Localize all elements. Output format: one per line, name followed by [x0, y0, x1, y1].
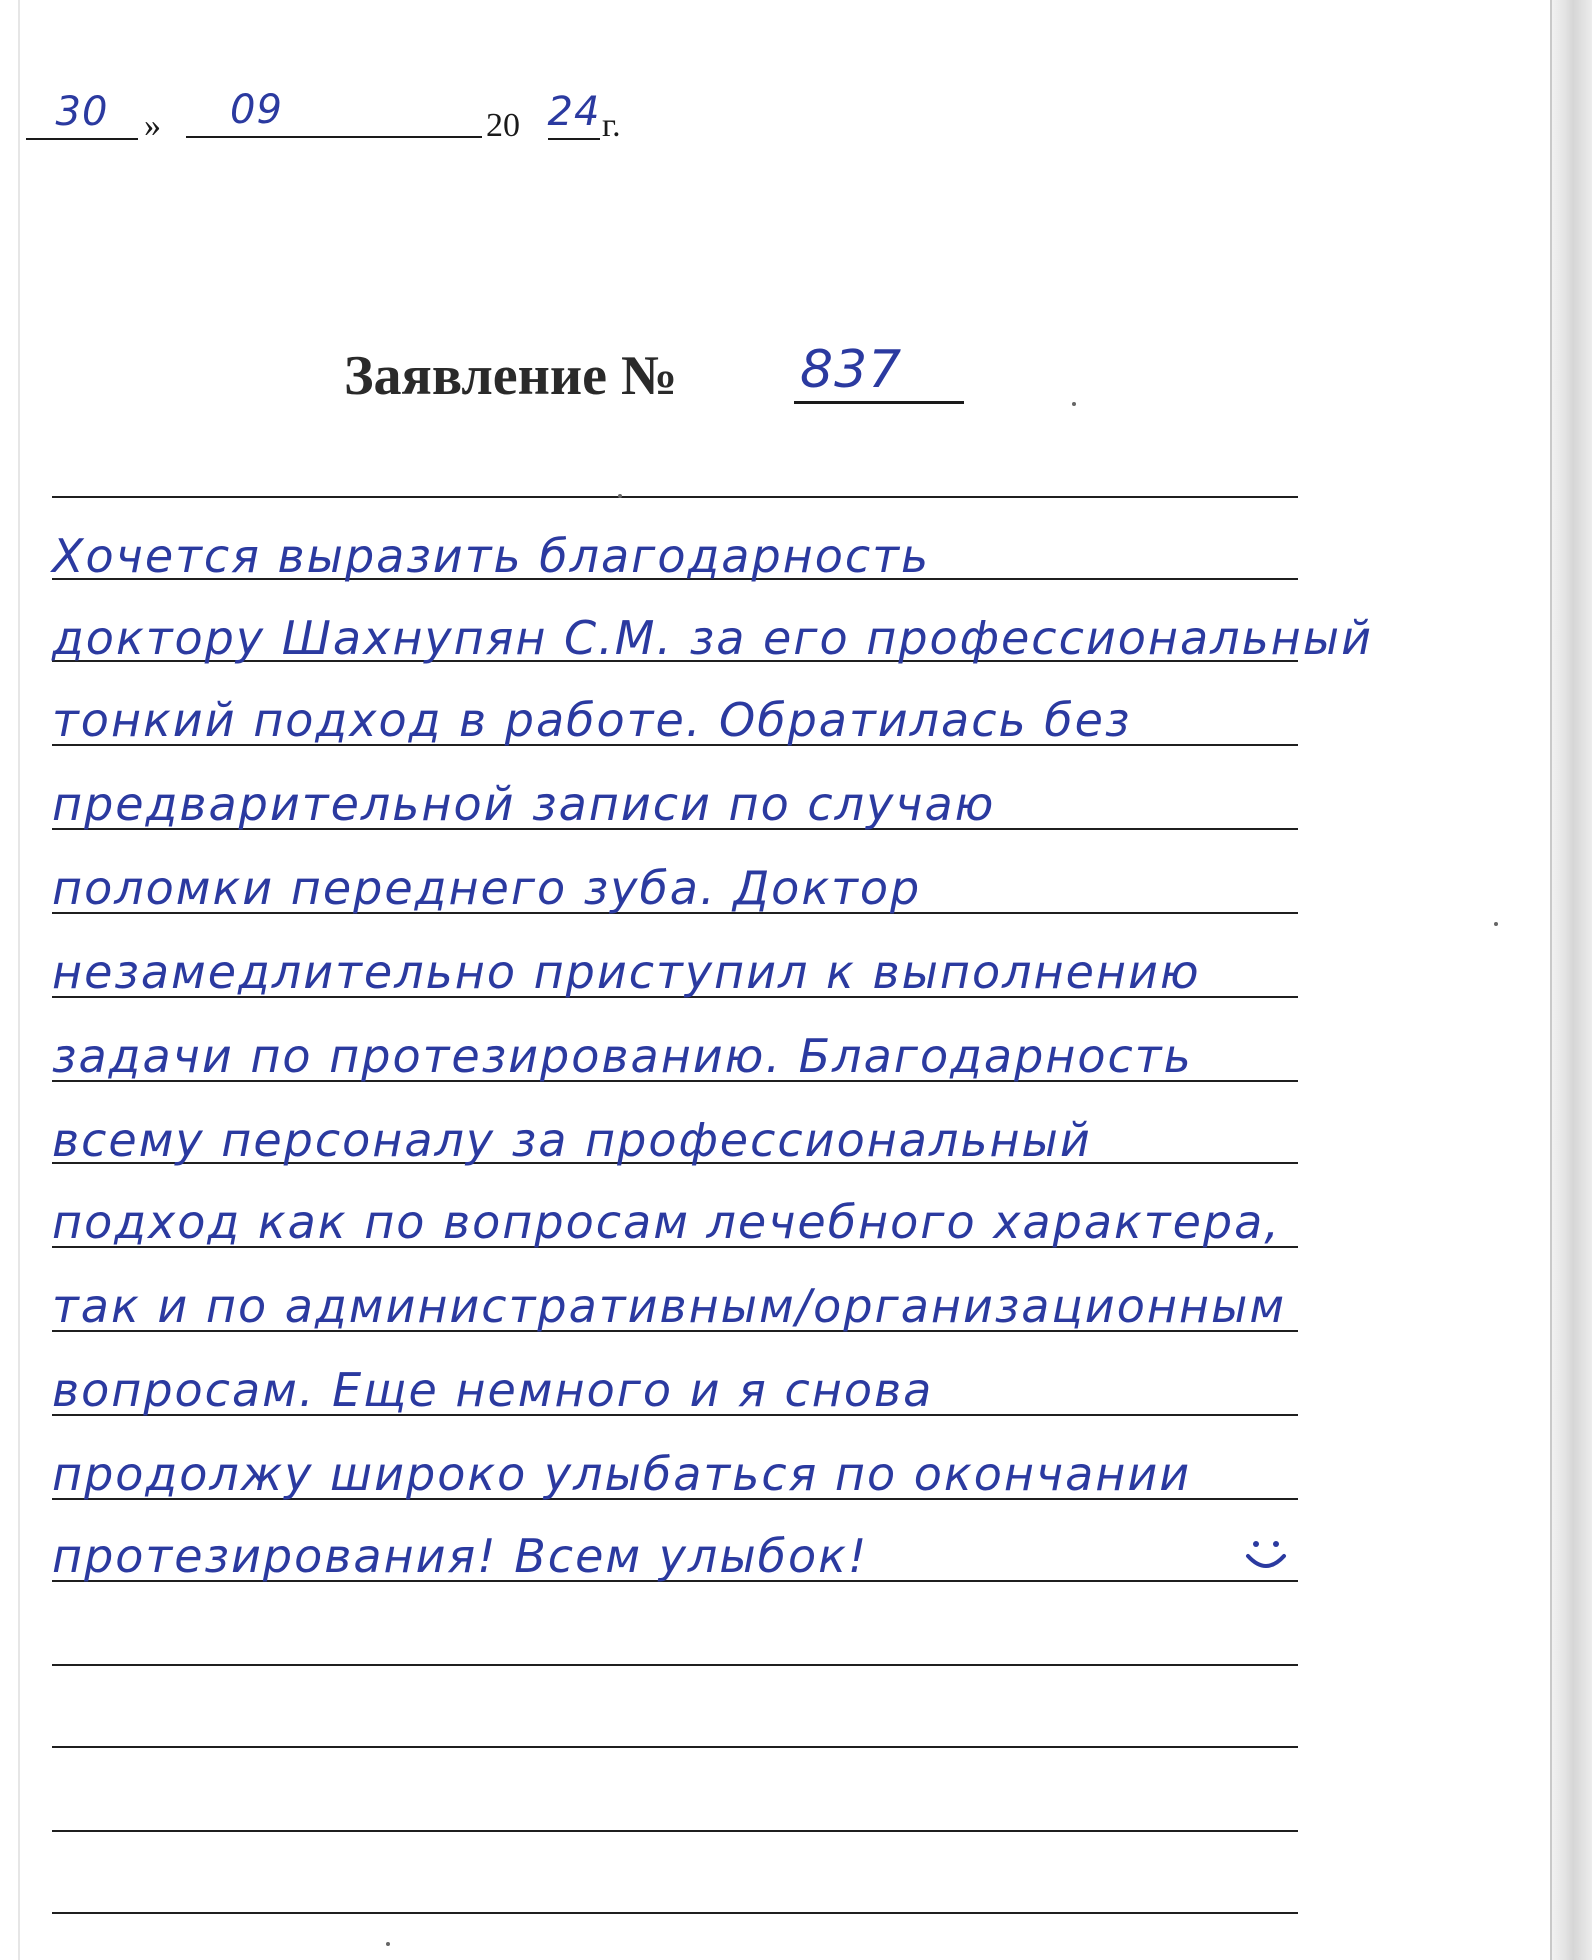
scan-speck — [1494, 922, 1498, 926]
ruled-line — [52, 1912, 1298, 1914]
scan-right-edge-line — [1550, 0, 1552, 1960]
scan-left-edge — [18, 0, 20, 1960]
date-quote-close: » — [144, 107, 161, 144]
ruled-line — [52, 496, 1298, 498]
ruled-line — [52, 1664, 1298, 1666]
handwritten-line: продолжу широко улыбаться по окончании — [52, 1447, 1192, 1501]
ruled-line — [52, 1746, 1298, 1748]
scan-speck — [618, 494, 622, 498]
handwritten-line: предварительной записи по случаю — [52, 777, 996, 831]
handwritten-line: вопросам. Еще немного и я снова — [52, 1363, 934, 1417]
title-label: Заявление № — [344, 345, 678, 407]
handwritten-line: тонкий подход в работе. Обратилась без — [52, 693, 1132, 747]
handwritten-line: протезирования! Всем улыбок! — [52, 1529, 869, 1583]
scan-right-edge — [1550, 0, 1592, 1960]
handwritten-line: так и по административным/организационным — [52, 1279, 1287, 1333]
handwritten-line: Хочется выразить благодарность — [52, 529, 931, 583]
title-number-value: 837 — [800, 340, 903, 400]
date-day-value: 30 — [55, 89, 109, 135]
scan-speck — [386, 1942, 390, 1946]
ruled-line — [52, 1830, 1298, 1832]
smiley-face-icon — [1236, 1522, 1296, 1582]
handwritten-line: доктору Шахнупян С.М. за его профессиональный — [52, 611, 1373, 665]
date-month-value: 09 — [230, 87, 283, 133]
handwritten-line: подход как по вопросам лечебного характера, — [52, 1195, 1281, 1249]
date-year-value: 24 — [547, 89, 601, 135]
handwritten-line: задачи по протезированию. Благодарность — [52, 1029, 1193, 1083]
handwritten-line: незамедлительно приступил к выполнению — [52, 945, 1201, 999]
handwritten-line: поломки переднего зуба. Доктор — [52, 861, 922, 915]
date-year-unit: г. — [602, 107, 621, 144]
date-year-prefix: 20 — [486, 107, 520, 144]
handwritten-line: всему персоналу за профессиональный — [52, 1113, 1092, 1167]
scan-speck — [1072, 402, 1076, 406]
